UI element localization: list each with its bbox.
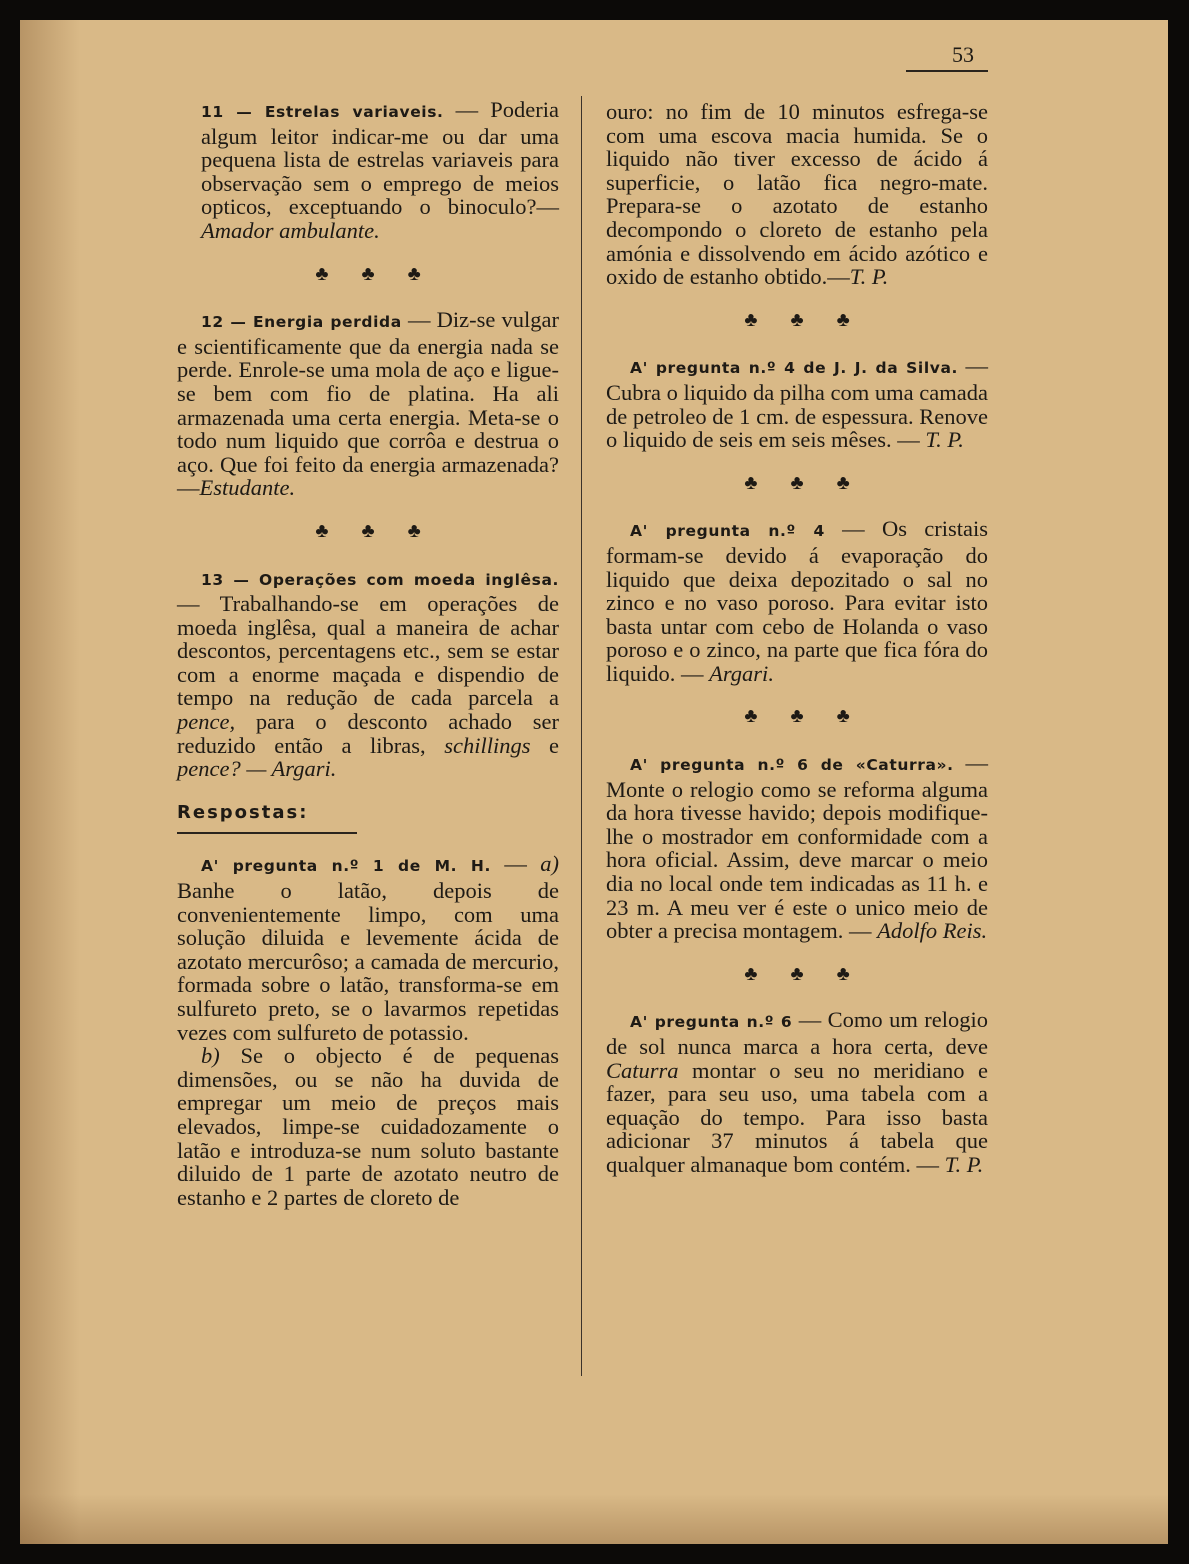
separator-stars: ♣ ♣ ♣ <box>315 262 435 285</box>
question-13-label: 13 — Operações com moeda inglêsa. <box>201 570 559 589</box>
answer-6a-signature: Adolfo Reis. <box>877 918 988 944</box>
question-11-signature: Amador ambulante. <box>201 217 380 243</box>
right-column <box>606 100 988 1177</box>
separator-stars: ♣ ♣ ♣ <box>744 962 864 985</box>
question-12-signature: Estudante. <box>199 475 296 501</box>
answer-6b-label: A' pregunta n.º 6 <box>630 1013 793 1032</box>
answer-4b-signature: Argari. <box>709 660 774 686</box>
question-12: 12 — Energia perdida — Diz-se vulgar e scientificamente que da energia nada se perde. Enrole-se uma mola de aço e ligue-se bem com fio de platina. Ha ali armazenada uma certa energia. Meta-se o todo num liquido que corrôa e destrua o aço. Que foi feito da energia armazenada?—Estudante. <box>177 307 560 501</box>
question-12-label: 12 — Energia perdida <box>201 313 402 332</box>
answer-1: A' pregunta n.º 1 de M. H. — a) Banhe o latão, depois de convenientemente limpo, com uma solução diluida e levemente ácida de azotato mercurôso; a camada de mercurio, formada sobre o latão, transforma-se em sulfureto preto, se o lavarmos repetidas vezes com sulfureto de potassio. <box>177 851 560 1045</box>
answer-1-signature: T. P. <box>849 264 889 290</box>
answer-6b-signature: T. P. <box>944 1151 984 1177</box>
separator-stars: ♣ ♣ ♣ <box>744 308 864 331</box>
column-divider <box>581 96 582 1376</box>
answer-4a-signature: T. P. <box>925 427 964 453</box>
page-number: 53 <box>952 42 974 67</box>
page-number-rule <box>906 70 988 72</box>
question-11: 11 — Estrelas variaveis. — Poderia algum leitor indicar-me ou dar uma pequena lista de estrelas variaveis para observação sem o emprego de meios opticos, exceptuando o binoculo?—Amador ambulante. <box>201 97 560 243</box>
question-13: 13 — Operações com moeda inglêsa. — Trabalhando-se em operações de moeda inglêsa, qual a maneira de achar descontos, percentagens etc., sem se estar com a enorme maçada e dispendio de tempo na redução de cada parcela a pence, para o desconto achado ser reduzido então a libras, schillings e pence? — Argari. <box>177 570 559 782</box>
answer-4a: A' pregunta n.º 4 de J. J. da Silva. — Cubra o liquido da pilha com uma camada de petroleo de 1 cm. de espessura. Renove o liquido de seis em seis mêses. — T. P. <box>606 353 989 453</box>
answer-6a: A' pregunta n.º 6 de «Caturra». — Monte o relogio como se reforma alguma da hora tivesse havido; depois modifique-lhe o mostrador em conformidade com a hora oficial. Assim, deve marcar o meio dia no local onde tem indicadas as 11 h. e 23 m. A meu ver é este o unico meio de obter a precisa montagem. — Adolfo Reis. <box>606 750 989 944</box>
answer-4a-label: A' pregunta n.º 4 de J. J. da Silva. <box>630 359 958 378</box>
answer-1b: b) Se o objecto é de pequenas dimensões, ou se não ha duvida de empregar um meio de preços mais elevados, limpe-se cuidadozamente o latão e introduza-se num soluto bastante diluido de 1 parte de azotato neutro de estanho e 2 partes de cloreto de <box>177 1043 559 1210</box>
answer-1-label: A' pregunta n.º 1 de M. H. <box>201 857 491 876</box>
separator-stars: ♣ ♣ ♣ <box>315 519 435 542</box>
magazine-page <box>20 20 1168 1544</box>
answer-4b: A' pregunta n.º 4 — Os cristais formam-se devido á evaporação do liquido que deixa depozitado o sal no zinco e no vaso poroso. Para evitar isto basta untar com cebo de Holanda o vaso poroso e o zinco, na parte que fica fóra do liquido. — Argari. <box>606 516 988 686</box>
left-column <box>177 98 559 1209</box>
answers-heading: Respostas: <box>177 801 357 835</box>
question-13-signature: pence? — Argari. <box>177 756 337 782</box>
separator-stars: ♣ ♣ ♣ <box>744 471 864 494</box>
answer-6a-label: A' pregunta n.º 6 de «Caturra». <box>630 756 954 775</box>
question-11-label: 11 — Estrelas variaveis. <box>201 103 444 121</box>
answer-6b: A' pregunta n.º 6 — Como um relogio de sol nunca marca a hora certa, deve Caturra montar o seu no meridiano e fazer, para seu uso, uma tabela com a equação do tempo. Para isso basta adicionar 37 minutos á tabela que qualquer almanaque bom contém. — T. P. <box>606 1007 988 1177</box>
answer-4b-label: A' pregunta n.º 4 <box>630 522 825 541</box>
answer-1-continued: ouro: no fim de 10 minutos esfrega-se com uma escova macia humida. Se o liquido não tiver excesso de ácido á superficie, o latão fica negro-mate. Prepara-se o azotato de estanho decompondo o cloreto de estanho pela amónia e dissolvendo em ácido azótico e oxido de estanho obtido.—T. P. <box>606 99 988 290</box>
separator-stars: ♣ ♣ ♣ <box>744 705 864 728</box>
